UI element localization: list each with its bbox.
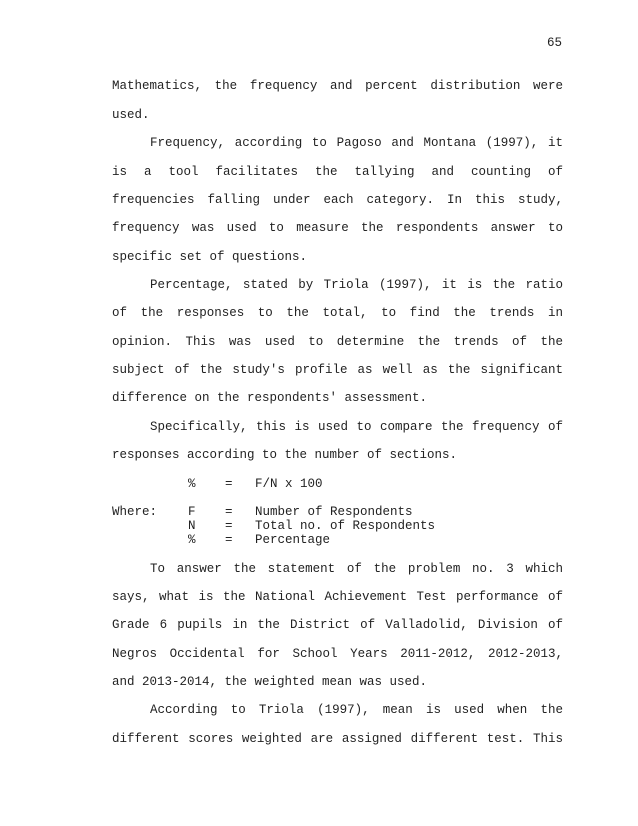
- text-line: subject of the study's profile as well as the significant: [112, 363, 563, 377]
- legend-symbol: N: [188, 519, 196, 533]
- legend-meaning: Total no. of Respondents: [255, 519, 436, 533]
- text-line: Mathematics, the frequency and percent distribution were: [112, 79, 563, 93]
- text-line: To answer the statement of the problem no. 3 which: [150, 562, 563, 576]
- text-line: is a tool facilitates the tallying and counting of: [112, 165, 563, 179]
- text-line: responses according to the number of sections.: [112, 448, 458, 462]
- where-label: Where:: [112, 505, 158, 519]
- legend-symbol: %: [188, 533, 196, 547]
- formula-symbol: %: [188, 477, 196, 491]
- text-line: Percentage, stated by Triola (1997), it is the ratio: [150, 278, 563, 292]
- formula-expression: F/N x 100: [255, 477, 323, 491]
- text-line: different scores weighted are assigned different test. This: [112, 732, 563, 746]
- text-line: frequencies falling under each category. In this study,: [112, 193, 563, 207]
- page-number: 65: [546, 36, 562, 50]
- text-line: says, what is the National Achievement Test performance of: [112, 590, 563, 604]
- text-line: specific set of questions.: [112, 250, 308, 264]
- text-line: Frequency, according to Pagoso and Montana (1997), it: [150, 136, 563, 150]
- legend-equals: =: [225, 505, 233, 519]
- text-line: opinion. This was used to determine the trends of the: [112, 335, 563, 349]
- text-line: Negros Occidental for School Years 2011-2012, 2012-2013,: [112, 647, 563, 661]
- text-line: frequency was used to measure the respondents answer to: [112, 221, 563, 235]
- legend-equals: =: [225, 533, 233, 547]
- legend-equals: =: [225, 519, 233, 533]
- text-line: Specifically, this is used to compare the frequency of: [150, 420, 563, 434]
- text-line: of the responses to the total, to find the trends in: [112, 306, 563, 320]
- legend-meaning: Number of Respondents: [255, 505, 413, 519]
- legend-meaning: Percentage: [255, 533, 331, 547]
- legend-symbol: F: [188, 505, 196, 519]
- text-line: difference on the respondents' assessment.: [112, 391, 428, 405]
- text-line: Grade 6 pupils in the District of Valladolid, Division of: [112, 618, 563, 632]
- formula-equals: =: [225, 477, 233, 491]
- text-line: and 2013-2014, the weighted mean was used.: [112, 675, 428, 689]
- text-line: According to Triola (1997), mean is used when the: [150, 703, 563, 717]
- text-line: used.: [112, 108, 150, 122]
